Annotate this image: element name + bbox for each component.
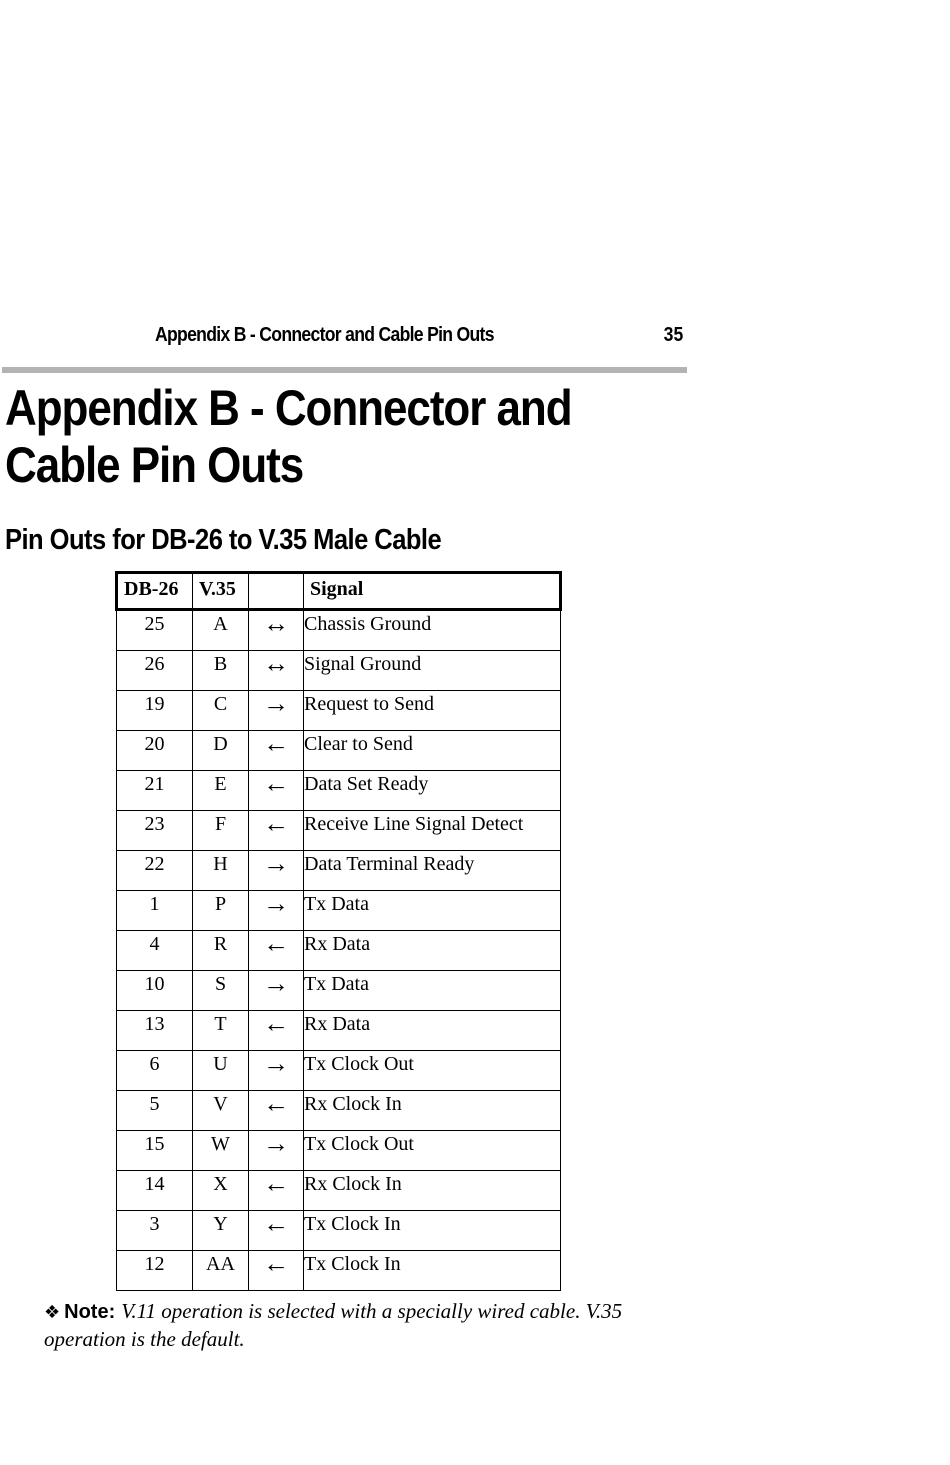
signal-name: Clear to Send xyxy=(304,731,561,771)
note-label: Note: xyxy=(64,1301,116,1323)
v35-pin: A xyxy=(193,610,249,651)
table-row xyxy=(117,771,561,811)
db26-pin: 21 xyxy=(117,771,193,811)
v35-pin: S xyxy=(193,971,249,1011)
direction-arrow-icon: → xyxy=(249,1051,304,1091)
v35-pin: R xyxy=(193,931,249,971)
pin-out-table xyxy=(115,571,562,1291)
table-row xyxy=(117,651,561,691)
direction-arrow-icon: ↔ xyxy=(249,651,304,691)
table-row xyxy=(117,1131,561,1171)
direction-arrow-icon: → xyxy=(249,971,304,1011)
table-row xyxy=(117,811,561,851)
direction-arrow-icon: ↔ xyxy=(249,610,304,651)
db26-pin: 4 xyxy=(117,931,193,971)
direction-arrow-icon: ← xyxy=(249,1171,304,1211)
signal-name: Request to Send xyxy=(304,691,561,731)
v35-pin: T xyxy=(193,1011,249,1051)
v35-pin: E xyxy=(193,771,249,811)
running-header xyxy=(0,322,687,352)
table-row xyxy=(117,931,561,971)
chapter-title: Appendix B - Connector and Cable Pin Outs xyxy=(5,380,572,493)
diamond-bullet-icon: ❖ xyxy=(44,1302,61,1323)
page-number: 35 xyxy=(663,324,683,346)
signal-name: Receive Line Signal Detect xyxy=(304,811,561,851)
table-row xyxy=(117,731,561,771)
v35-pin: Y xyxy=(193,1211,249,1251)
v35-pin: V xyxy=(193,1091,249,1131)
direction-arrow-icon: → xyxy=(249,691,304,731)
column-header-direction xyxy=(249,573,304,610)
signal-name: Signal Ground xyxy=(304,651,561,691)
signal-name: Tx Data xyxy=(304,971,561,1011)
section-title: Pin Outs for DB-26 to V.35 Male Cable xyxy=(5,524,442,556)
v35-pin: U xyxy=(193,1051,249,1091)
signal-name: Tx Clock In xyxy=(304,1211,561,1251)
table-row xyxy=(117,1171,561,1211)
signal-name: Tx Clock In xyxy=(304,1251,561,1291)
v35-pin: D xyxy=(193,731,249,771)
column-header-v35: V.35 xyxy=(193,573,249,610)
v35-pin: AA xyxy=(193,1251,249,1291)
db26-pin: 26 xyxy=(117,651,193,691)
direction-arrow-icon: → xyxy=(249,891,304,931)
db26-pin: 5 xyxy=(117,1091,193,1131)
direction-arrow-icon: ← xyxy=(249,1251,304,1291)
signal-name: Rx Data xyxy=(304,1011,561,1051)
column-header-signal: Signal xyxy=(304,573,561,610)
v35-pin: H xyxy=(193,851,249,891)
signal-name: Tx Clock Out xyxy=(304,1131,561,1171)
table-header-row xyxy=(117,573,561,610)
table-row xyxy=(117,691,561,731)
v35-pin: W xyxy=(193,1131,249,1171)
table-row xyxy=(117,1011,561,1051)
v35-pin: F xyxy=(193,811,249,851)
table-row xyxy=(117,610,561,651)
table-body xyxy=(117,610,561,1291)
db26-pin: 3 xyxy=(117,1211,193,1251)
db26-pin: 19 xyxy=(117,691,193,731)
signal-name: Rx Clock In xyxy=(304,1091,561,1131)
db26-pin: 14 xyxy=(117,1171,193,1211)
direction-arrow-icon: ← xyxy=(249,731,304,771)
v35-pin: P xyxy=(193,891,249,931)
column-header-db26: DB-26 xyxy=(117,573,193,610)
table-row xyxy=(117,851,561,891)
direction-arrow-icon: → xyxy=(249,851,304,891)
signal-name: Data Terminal Ready xyxy=(304,851,561,891)
direction-arrow-icon: ← xyxy=(249,811,304,851)
table-row xyxy=(117,971,561,1011)
db26-pin: 12 xyxy=(117,1251,193,1291)
db26-pin: 23 xyxy=(117,811,193,851)
db26-pin: 10 xyxy=(117,971,193,1011)
db26-pin: 15 xyxy=(117,1131,193,1171)
direction-arrow-icon: ← xyxy=(249,931,304,971)
table-row xyxy=(117,891,561,931)
table-row xyxy=(117,1051,561,1091)
note-text: V.11 operation is selected with a specially wired cable. V.35 operation is the default. xyxy=(44,1299,623,1351)
signal-name: Rx Clock In xyxy=(304,1171,561,1211)
running-title: Appendix B - Connector and Cable Pin Outs xyxy=(155,324,494,346)
direction-arrow-icon: ← xyxy=(249,1091,304,1131)
direction-arrow-icon: ← xyxy=(249,1011,304,1051)
db26-pin: 20 xyxy=(117,731,193,771)
db26-pin: 25 xyxy=(117,610,193,651)
signal-name: Tx Data xyxy=(304,891,561,931)
header-rule xyxy=(2,367,687,373)
table-row xyxy=(117,1091,561,1131)
direction-arrow-icon: ← xyxy=(249,771,304,811)
table-row xyxy=(117,1211,561,1251)
db26-pin: 6 xyxy=(117,1051,193,1091)
table-row xyxy=(117,1251,561,1291)
v35-pin: B xyxy=(193,651,249,691)
signal-name: Rx Data xyxy=(304,931,561,971)
db26-pin: 22 xyxy=(117,851,193,891)
note xyxy=(44,1298,684,1353)
direction-arrow-icon: → xyxy=(249,1131,304,1171)
v35-pin: X xyxy=(193,1171,249,1211)
signal-name: Data Set Ready xyxy=(304,771,561,811)
v35-pin: C xyxy=(193,691,249,731)
direction-arrow-icon: ← xyxy=(249,1211,304,1251)
db26-pin: 1 xyxy=(117,891,193,931)
db26-pin: 13 xyxy=(117,1011,193,1051)
signal-name: Chassis Ground xyxy=(304,610,561,651)
signal-name: Tx Clock Out xyxy=(304,1051,561,1091)
